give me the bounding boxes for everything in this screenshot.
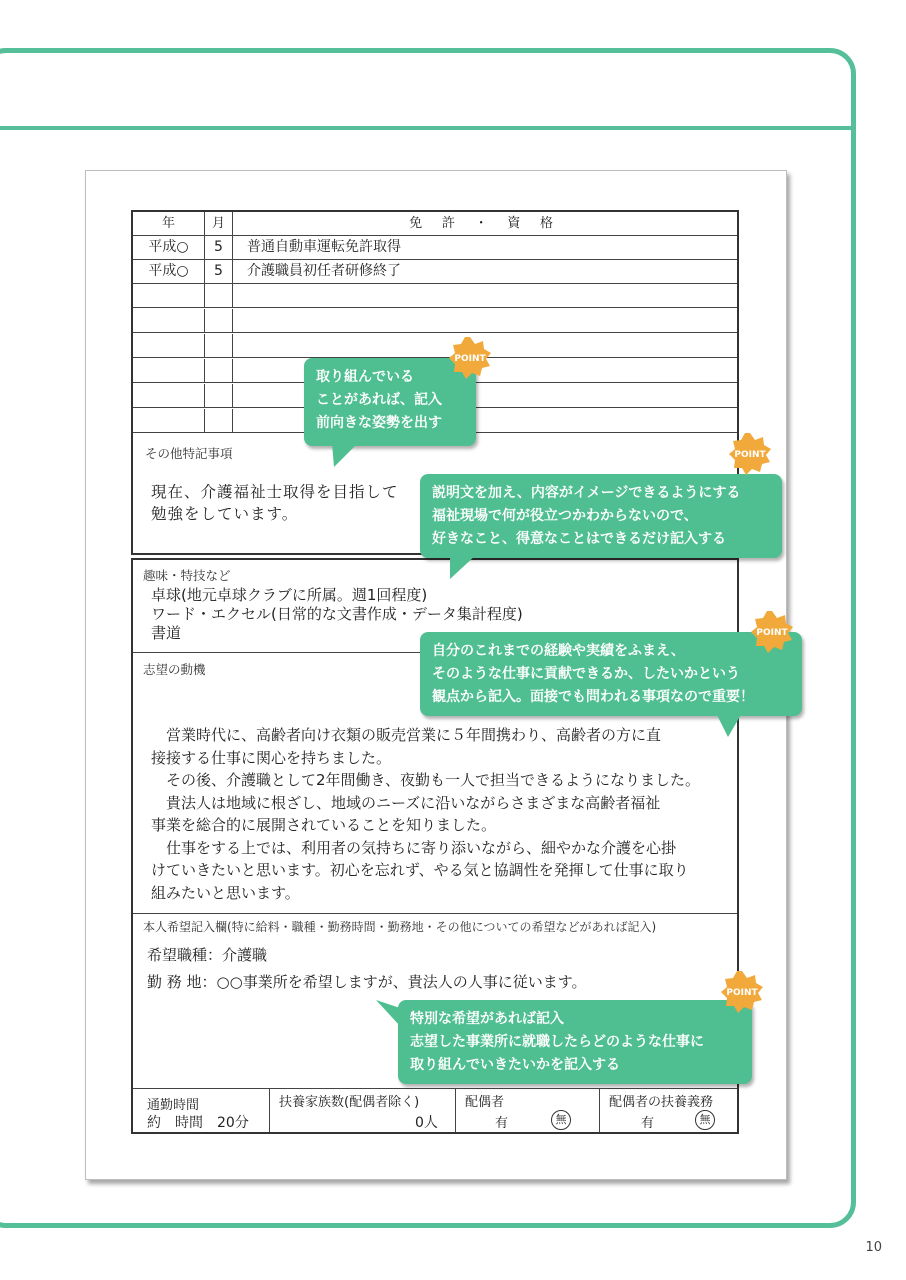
spouse-support-no-circled: 無 — [695, 1110, 715, 1130]
point-badge-icon — [728, 432, 772, 476]
table-row — [133, 334, 737, 358]
callout-tail — [448, 555, 478, 581]
callout-point-4: 特別な希望があれば記入 志望した事業所に就職したらどのような仕事に 取り組んでいきたいかを記入する — [398, 1000, 752, 1084]
row-month: 5 — [205, 260, 233, 283]
divider — [133, 1088, 737, 1089]
callout-tail — [376, 1000, 406, 1030]
other-notes-label: その他特記事項 — [145, 446, 233, 461]
spouse-yes: 有 — [495, 1116, 509, 1131]
header-year: 年 — [133, 212, 205, 235]
header-title: 免 許 ・ 資 格 — [409, 216, 561, 231]
table-header — [133, 212, 737, 236]
table-row — [133, 260, 737, 284]
dependents-label: 扶養家族数(配偶者除く) — [279, 1095, 420, 1110]
commute-value: 約 時間 20分 — [147, 1115, 249, 1131]
row-text: 介護職員初任者研修終了 — [247, 263, 401, 279]
spouse-support-label: 配偶者の扶養義務 — [609, 1095, 714, 1110]
point-badge-icon — [448, 336, 492, 380]
callout-tail — [714, 713, 744, 739]
row-year: 平成○ — [133, 236, 205, 259]
row-month: 5 — [205, 236, 233, 259]
callout-point-3: 自分のこれまでの経験や実績をふまえ、 そのような仕事に貢献できるか、したいかという 観点から記入。面接でも問われる事項なので重要！ — [420, 632, 802, 716]
point-badge-icon — [720, 970, 764, 1014]
table-row — [133, 284, 737, 308]
spouse-no-circled: 無 — [551, 1110, 571, 1130]
svg-text:POINT: POINT — [454, 354, 486, 364]
wishes-job: 希望職種：介護職 — [147, 946, 268, 964]
spouse-label: 配偶者 — [465, 1095, 505, 1110]
wishes-location: 勤 務 地：○○事業所を希望しますが、貴法人の人事に従います。 — [147, 973, 587, 991]
row-year: 平成○ — [133, 260, 205, 283]
divider — [133, 913, 737, 914]
dependents-value: 0人 — [415, 1115, 438, 1131]
motivation-text: 営業時代に、高齢者向け衣類の販売営業に５年間携わり、高齢者の方に直 接接する仕事に関心を持ちました。 その後、介護職として2年間働き、夜勤も一人で担当できるようになりました。 貴法人は地域に根ざし、地域のニーズに沿いながらさまざまな高齢者福祉 事業を総合的に展開されていることを知りました。 仕事をする上では、利用者の気持ちに寄り添いながら、細やかな介護を心掛 けていきたいと思います。初心を忘れず、やる気と協調性を発揮して仕事に取り 組みたいと思います。 — [151, 726, 700, 902]
point-badge-icon — [750, 610, 794, 654]
spouse-support-yes: 有 — [641, 1116, 655, 1131]
motivation-label: 志望の動機 — [143, 662, 206, 677]
svg-text:POINT: POINT — [726, 988, 758, 998]
callout-tail — [330, 443, 360, 469]
callout-point-2: 説明文を加え、内容がイメージできるようにする 福祉現場で何が役立つかわからないので、 好きなこと、得意なことはできるだけ記入する — [420, 474, 782, 558]
callout-point-1: 取り組んでいる ことがあれば、記入 前向きな姿勢を出す — [304, 358, 476, 446]
other-notes-text: 現在、介護福祉士取得を目指して 勉強をしています。 — [151, 483, 399, 523]
svg-text:POINT: POINT — [734, 450, 766, 460]
hobbies-text: 卓球(地元卓球クラブに所属。週1回程度) ワード・エクセル(日常的な文書作成・データ集計程度) 書道 — [151, 586, 523, 642]
wishes-label: 本人希望記入欄(特に給料・職種・勤務時間・勤務地・その他についての希望などがあれば記入) — [143, 920, 657, 934]
hobbies-label: 趣味・特技など — [143, 568, 231, 583]
table-row — [133, 236, 737, 260]
header-month: 月 — [205, 212, 233, 235]
row-text: 普通自動車運転免許取得 — [247, 239, 401, 255]
commute-label: 通勤時間 — [147, 1098, 200, 1113]
header-divider — [0, 126, 851, 130]
table-row — [133, 309, 737, 333]
svg-text:POINT: POINT — [756, 628, 788, 638]
page-number: 10 — [865, 1240, 882, 1255]
